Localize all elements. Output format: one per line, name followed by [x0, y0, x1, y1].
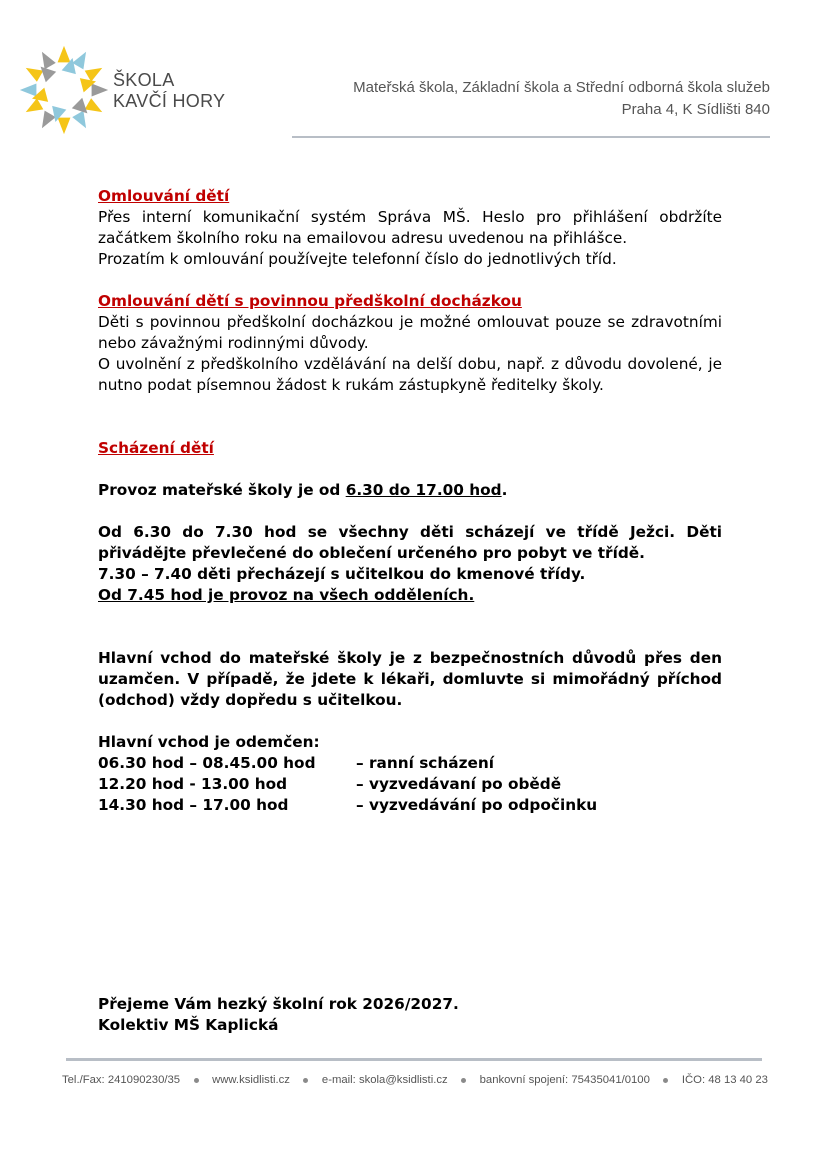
schazeni-para-2: 7.30 – 7.40 děti přecházejí s učitelkou do kmenové třídy. [98, 565, 586, 583]
school-address: Praha 4, K Sídlišti 840 [621, 101, 770, 118]
school-name: Mateřská škola, Základní škola a Střední odborná škola služeb [353, 79, 770, 96]
document-body [98, 186, 722, 816]
school-info [353, 77, 770, 121]
vchod-title: Hlavní vchod je odemčen: [98, 733, 320, 751]
footer-bank: bankovní spojení: 75435041/0100 [479, 1074, 650, 1086]
footer-email[interactable]: e-mail: skola@ksidlisti.cz [321, 1074, 448, 1086]
time-3: 14.30 hod – 17.00 hod [98, 796, 289, 814]
bullet-icon [194, 1078, 199, 1083]
footer-web[interactable]: www.ksidlisti.cz [212, 1074, 290, 1086]
closing-line-2: Kolektiv MŠ Kaplická [98, 1016, 279, 1034]
time-3-desc: – vyzvedávání po odpočinku [356, 796, 598, 814]
povinna-text-2: O uvolnění z předškolního vzdělávání na delší dobu, např. z důvodu dovolené, je nutno podat písemnou žádost k rukám zástupkyně ředitelky školy. [98, 355, 722, 394]
letterhead [0, 0, 820, 140]
footer [62, 1074, 768, 1086]
logo-line-1: ŠKOLA [113, 70, 175, 90]
omlouvani-text-1: Přes interní komunikační systém Správa MŠ. Heslo pro přihlášení obdržíte začátkem školního roku na emailovou adresu uvedenou na přihlášce. [98, 208, 722, 247]
vchod-times [98, 753, 722, 816]
closing-line-1: Přejeme Vám hezký školní rok 2026/2027. [98, 995, 459, 1013]
heading-schazeni: Scházení dětí [98, 439, 214, 457]
footer-ico: IČO: 48 13 40 23 [681, 1074, 768, 1086]
time-1: 06.30 hod – 08.45.00 hod [98, 754, 316, 772]
school-logo-icon [18, 44, 110, 136]
time-2: 12.20 hod - 13.00 hod [98, 775, 288, 793]
bullet-icon [303, 1078, 308, 1083]
schazeni-para-1: Od 6.30 do 7.30 hod se všechny děti scházejí ve třídě Ježci. Děti přivádějte převlečené do oblečení určeného pro pobyt ve třídě. [98, 523, 722, 562]
vchod-para: Hlavní vchod do mateřské školy je z bezpečnostních důvodů přes den uzamčen. V případě, že jdete k lékaři, domluvte si mimořádný příchod (odchod) vždy dopředu s učitelkou. [98, 649, 722, 709]
logo-text [113, 70, 225, 112]
footer-divider [66, 1058, 762, 1061]
provoz-suffix: . [501, 481, 508, 499]
header-divider [292, 136, 770, 138]
omlouvani-text-2: Prozatím k omlouvání používejte telefonní číslo do jednotlivých tříd. [98, 250, 617, 268]
heading-povinna-dochazka: Omlouvání dětí s povinnou předškolní docházkou [98, 292, 522, 310]
closing [98, 994, 722, 1036]
schazeni-para-3: Od 7.45 hod je provoz na všech odděleních. [98, 586, 475, 604]
footer-phone: Tel./Fax: 241090230/35 [62, 1074, 181, 1086]
provoz-hours: 6.30 do 17.00 hod [345, 481, 502, 499]
bullet-icon [663, 1078, 668, 1083]
povinna-text-1: Děti s povinnou předškolní docházkou je možné omlouvat pouze se zdravotními nebo závažnými rodinnými důvody. [98, 313, 722, 352]
provoz-prefix: Provoz mateřské školy je od [98, 481, 346, 499]
time-1-desc: – ranní scházení [356, 754, 494, 772]
bullet-icon [461, 1078, 466, 1083]
heading-omlouvani: Omlouvání dětí [98, 187, 230, 205]
provoz-line [98, 480, 722, 501]
time-2-desc: – vyzvedávaní po obědě [356, 775, 562, 793]
logo-line-2: KAVČÍ HORY [113, 91, 226, 111]
